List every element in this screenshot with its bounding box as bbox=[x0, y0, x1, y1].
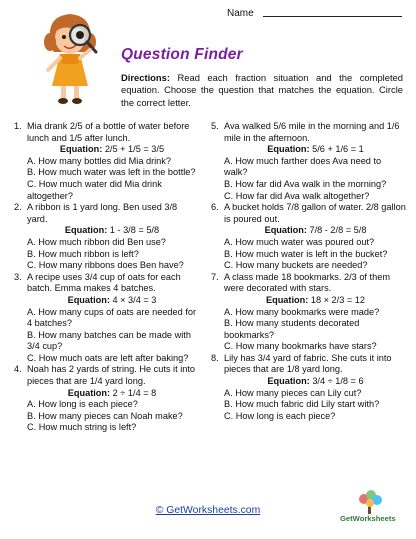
problem-equation bbox=[224, 144, 407, 156]
problem-number: 8. bbox=[211, 352, 219, 363]
problem-5 bbox=[211, 121, 407, 202]
problems-right-column bbox=[211, 121, 407, 422]
problem-equation bbox=[27, 225, 197, 237]
option-b[interactable]: B. How much fabric did Lily start with? bbox=[224, 399, 380, 410]
equation-text: 2/5 + 1/5 = 3/5 bbox=[102, 144, 165, 155]
option-c[interactable]: C. How many bookmarks have stars? bbox=[224, 341, 377, 352]
equation-text: 2 ÷ 1/4 = 8 bbox=[110, 387, 157, 398]
option-a[interactable]: A. How much ribbon did Ben use? bbox=[27, 236, 166, 247]
option-a[interactable]: A. How much water was poured out? bbox=[224, 236, 375, 247]
problem-7 bbox=[211, 272, 407, 353]
equation-text: 4 × 3/4 = 3 bbox=[109, 294, 157, 305]
problem-8 bbox=[211, 353, 407, 423]
option-a[interactable]: A. How many pieces can Lily cut? bbox=[224, 387, 362, 398]
directions-text: Read each fraction situation and the completed equation. Choose the question that matches the equation. Circle the correct letter. bbox=[121, 72, 403, 108]
option-b[interactable]: B. How far did Ava walk in the morning? bbox=[224, 178, 387, 189]
equation-text: 1 - 3/8 = 5/8 bbox=[107, 225, 160, 236]
problem-equation bbox=[224, 295, 407, 307]
option-a[interactable]: A. How much farther does Ava need to walk? bbox=[224, 155, 382, 178]
problem-2 bbox=[14, 202, 197, 272]
name-write-line bbox=[263, 16, 402, 17]
problem-number: 6. bbox=[211, 202, 219, 213]
equation-label: Equation: bbox=[267, 376, 310, 387]
problem-number: 5. bbox=[211, 121, 219, 131]
directions bbox=[121, 72, 403, 109]
problem-stem: A bucket holds 7/8 gallon of water. 2/8 gallon is poured out. bbox=[224, 202, 406, 224]
problem-1 bbox=[14, 121, 197, 202]
problem-6 bbox=[211, 202, 407, 272]
problem-stem: Mia drank 2/5 of a bottle of water before lunch and 1/5 after lunch. bbox=[27, 121, 190, 143]
tree-icon bbox=[330, 490, 410, 534]
equation-text: 3/4 ÷ 1/8 = 6 bbox=[309, 376, 364, 387]
equation-label: Equation: bbox=[67, 294, 110, 305]
equation-label: Equation: bbox=[265, 294, 309, 305]
worksheet-title: Question Finder bbox=[121, 46, 243, 63]
equation-text: 18 × 2/3 = 12 bbox=[308, 294, 366, 305]
copyright-link[interactable]: © GetWorksheets.com bbox=[155, 505, 261, 516]
name-label: Name bbox=[227, 8, 254, 19]
equation-label: Equation: bbox=[64, 225, 108, 236]
problem-stem: Lily has 3/4 yard of fabric. She cuts it into pieces that are 1/8 yard long. bbox=[224, 352, 392, 375]
equation-label: Equation: bbox=[264, 225, 307, 236]
name-field bbox=[227, 8, 402, 19]
option-c[interactable]: C. How many buckets are needed? bbox=[224, 260, 368, 271]
option-b[interactable]: B. How much ribbon is left? bbox=[27, 248, 139, 259]
problem-stem: Noah has 2 yards of string. He cuts it into pieces that are 1/4 yard long. bbox=[27, 364, 196, 387]
option-a[interactable]: A. How many cups of oats are needed for 4 batches? bbox=[27, 306, 197, 329]
problem-3 bbox=[14, 272, 197, 365]
problem-stem: A ribbon is 1 yard long. Ben used 3/8 yard. bbox=[27, 202, 178, 224]
directions-label: Directions: bbox=[121, 72, 170, 83]
option-b[interactable]: B. How much water was left in the bottle? bbox=[27, 167, 196, 178]
option-a[interactable]: A. How many bookmarks were made? bbox=[224, 306, 380, 317]
equation-label: Equation: bbox=[267, 144, 310, 155]
girl-magnifier-illustration bbox=[30, 8, 112, 108]
problem-number: 1. bbox=[14, 121, 22, 131]
problem-stem: A class made 18 bookmarks. 2/3 of them were decorated with stars. bbox=[224, 271, 390, 294]
option-a[interactable]: A. How many bottles did Mia drink? bbox=[27, 155, 171, 166]
option-c[interactable]: C. How much oats are left after baking? bbox=[27, 352, 189, 363]
problem-number: 4. bbox=[14, 364, 22, 375]
problems-left-column bbox=[14, 121, 197, 434]
option-b[interactable]: B. How much water is left in the bucket? bbox=[224, 248, 388, 259]
problem-stem: Ava walked 5/6 mile in the morning and 1/6 mile in the afternoon. bbox=[224, 121, 400, 143]
problem-equation bbox=[27, 144, 197, 156]
problem-equation bbox=[224, 225, 407, 237]
equation-label: Equation: bbox=[59, 144, 103, 155]
option-b[interactable]: B. How many pieces can Noah make? bbox=[27, 410, 183, 421]
option-c[interactable]: C. How far did Ava walk altogether? bbox=[224, 190, 370, 201]
equation-label: Equation: bbox=[67, 387, 111, 398]
problem-equation bbox=[27, 295, 197, 307]
option-c[interactable]: C. How much string is left? bbox=[27, 422, 137, 433]
getworksheets-logo bbox=[330, 490, 410, 534]
problem-number: 7. bbox=[211, 271, 219, 282]
option-c[interactable]: C. How much water did Mia drink altogether? bbox=[27, 178, 162, 201]
equation-text: 7/8 - 2/8 = 5/8 bbox=[306, 225, 367, 236]
problem-number: 3. bbox=[14, 271, 22, 282]
problem-equation bbox=[27, 388, 197, 400]
option-b[interactable]: B. How many batches can be made with 3/4 cup? bbox=[27, 329, 191, 352]
problem-stem: A recipe uses 3/4 cup of oats for each batch. Emma makes 4 batches. bbox=[27, 271, 181, 294]
option-c[interactable]: C. How long is each piece? bbox=[224, 410, 336, 421]
problem-4 bbox=[14, 364, 197, 434]
logo-brand-text: GetWorksheets bbox=[340, 514, 396, 523]
problem-number: 2. bbox=[14, 202, 22, 213]
option-a[interactable]: A. How long is each piece? bbox=[27, 399, 138, 410]
equation-text: 5/6 + 1/6 = 1 bbox=[309, 144, 364, 155]
option-b[interactable]: B. How many students decorated bookmarks? bbox=[224, 318, 360, 340]
problem-equation bbox=[224, 376, 407, 388]
option-c[interactable]: C. How many ribbons does Ben have? bbox=[27, 260, 184, 271]
